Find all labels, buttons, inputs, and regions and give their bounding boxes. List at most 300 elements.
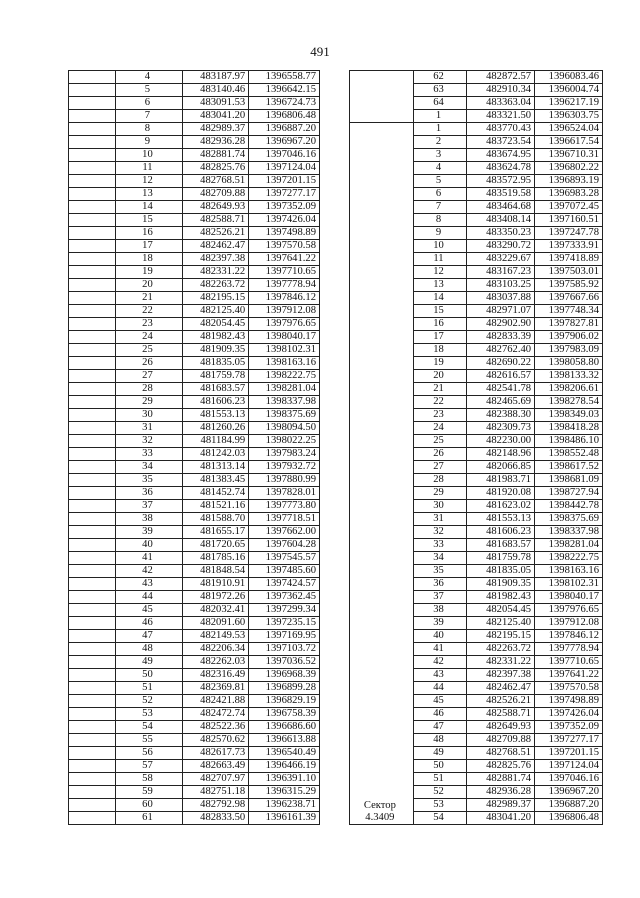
y-coordinate-cell: 1398337.98 (535, 526, 603, 539)
y-coordinate-cell: 1396899.28 (249, 682, 320, 695)
point-number-cell: 1 (413, 110, 466, 123)
y-coordinate-cell: 1397778.94 (249, 279, 320, 292)
y-coordinate-cell: 1398058.80 (535, 357, 603, 370)
sector-label: Сектор (363, 800, 396, 811)
sector-cell (69, 149, 116, 162)
x-coordinate-cell: 481909.35 (182, 344, 249, 357)
y-coordinate-cell: 1397277.17 (249, 188, 320, 201)
x-coordinate-cell: 483290.72 (467, 240, 535, 253)
x-coordinate-cell: 481521.16 (182, 500, 249, 513)
sector-cell (69, 292, 116, 305)
y-coordinate-cell: 1398222.75 (535, 552, 603, 565)
point-number-cell: 33 (116, 448, 183, 461)
sector-cell (69, 474, 116, 487)
sector-cell (69, 734, 116, 747)
x-coordinate-cell: 482833.39 (467, 331, 535, 344)
sector-cell (69, 656, 116, 669)
x-coordinate-cell: 482421.88 (182, 695, 249, 708)
sector-cell (69, 331, 116, 344)
y-coordinate-cell: 1397912.08 (535, 617, 603, 630)
y-coordinate-cell: 1397718.51 (249, 513, 320, 526)
x-coordinate-cell: 481606.23 (182, 396, 249, 409)
y-coordinate-cell: 1397036.52 (249, 656, 320, 669)
point-number-cell: 6 (413, 188, 466, 201)
point-number-cell: 21 (413, 383, 466, 396)
y-coordinate-cell: 1397046.16 (535, 773, 603, 786)
x-coordinate-cell: 482397.38 (467, 669, 535, 682)
sector-cell (69, 552, 116, 565)
y-coordinate-cell: 1398163.16 (249, 357, 320, 370)
point-number-cell: 12 (116, 175, 183, 188)
table-row (69, 617, 320, 630)
sector-cell (69, 565, 116, 578)
point-number-cell: 21 (116, 292, 183, 305)
y-coordinate-cell: 1396968.39 (249, 669, 320, 682)
sector-cell (69, 773, 116, 786)
table-row (69, 201, 320, 214)
y-coordinate-cell: 1397983.09 (535, 344, 603, 357)
point-number-cell: 6 (116, 97, 183, 110)
point-number-cell: 24 (413, 422, 466, 435)
point-number-cell: 17 (116, 240, 183, 253)
point-number-cell: 39 (413, 617, 466, 630)
table-row (69, 383, 320, 396)
point-number-cell: 63 (413, 84, 466, 97)
y-coordinate-cell: 1396710.31 (535, 149, 603, 162)
x-coordinate-cell: 482331.22 (467, 656, 535, 669)
sector-cell (69, 448, 116, 461)
x-coordinate-cell: 482263.72 (182, 279, 249, 292)
x-coordinate-cell: 483770.43 (467, 123, 535, 136)
y-coordinate-cell: 1396524.04 (535, 123, 603, 136)
x-coordinate-cell: 481553.13 (182, 409, 249, 422)
table-row (69, 786, 320, 799)
y-coordinate-cell: 1397976.65 (249, 318, 320, 331)
point-number-cell: 38 (116, 513, 183, 526)
table-row (69, 773, 320, 786)
y-coordinate-cell: 1398102.31 (249, 344, 320, 357)
table-row (69, 357, 320, 370)
x-coordinate-cell: 483041.20 (182, 110, 249, 123)
y-coordinate-cell: 1398040.17 (535, 591, 603, 604)
x-coordinate-cell: 482649.93 (182, 201, 249, 214)
y-coordinate-cell: 1398133.32 (535, 370, 603, 383)
y-coordinate-cell: 1397545.57 (249, 552, 320, 565)
x-coordinate-cell: 482768.51 (182, 175, 249, 188)
y-coordinate-cell: 1397846.12 (535, 630, 603, 643)
point-number-cell: 36 (116, 487, 183, 500)
y-coordinate-cell: 1397906.02 (535, 331, 603, 344)
point-number-cell: 1 (413, 123, 466, 136)
point-number-cell: 29 (116, 396, 183, 409)
y-coordinate-cell: 1398681.09 (535, 474, 603, 487)
y-coordinate-cell: 1398102.31 (535, 578, 603, 591)
point-number-cell: 16 (413, 318, 466, 331)
x-coordinate-cell: 482936.28 (182, 136, 249, 149)
table-row (69, 669, 320, 682)
y-coordinate-cell: 1397498.89 (249, 227, 320, 240)
table-row (69, 279, 320, 292)
point-number-cell: 23 (116, 318, 183, 331)
table-row (69, 331, 320, 344)
point-number-cell: 54 (413, 812, 466, 825)
x-coordinate-cell: 481785.16 (182, 552, 249, 565)
sector-cell (69, 461, 116, 474)
y-coordinate-cell: 1396315.29 (249, 786, 320, 799)
table-row (69, 474, 320, 487)
point-number-cell: 4 (413, 162, 466, 175)
y-coordinate-cell: 1396083.46 (535, 71, 603, 84)
table-row (69, 84, 320, 97)
table-row (69, 292, 320, 305)
x-coordinate-cell: 482230.00 (467, 435, 535, 448)
x-coordinate-cell: 482709.88 (182, 188, 249, 201)
y-coordinate-cell: 1397604.28 (249, 539, 320, 552)
y-coordinate-cell: 1396217.19 (535, 97, 603, 110)
x-coordinate-cell: 482881.74 (467, 773, 535, 786)
point-number-cell: 20 (413, 370, 466, 383)
sector-cell (69, 487, 116, 500)
x-coordinate-cell: 482690.22 (467, 357, 535, 370)
table-row (350, 123, 603, 136)
point-number-cell: 42 (413, 656, 466, 669)
x-coordinate-cell: 481588.70 (182, 513, 249, 526)
sector-cell (69, 162, 116, 175)
point-number-cell: 15 (116, 214, 183, 227)
y-coordinate-cell: 1397880.99 (249, 474, 320, 487)
table-row (69, 695, 320, 708)
y-coordinate-cell: 1397352.09 (535, 721, 603, 734)
point-number-cell: 25 (413, 435, 466, 448)
x-coordinate-cell: 481260.26 (182, 422, 249, 435)
point-number-cell: 55 (116, 734, 183, 747)
y-coordinate-cell: 1397641.22 (249, 253, 320, 266)
point-number-cell: 5 (413, 175, 466, 188)
x-coordinate-cell: 482032.41 (182, 604, 249, 617)
y-coordinate-cell: 1397828.01 (249, 487, 320, 500)
point-number-cell: 5 (116, 84, 183, 97)
point-number-cell: 48 (413, 734, 466, 747)
sector-cell (69, 240, 116, 253)
y-coordinate-cell: 1398281.04 (535, 539, 603, 552)
sector-cell (69, 604, 116, 617)
sector-cell (69, 383, 116, 396)
point-number-cell: 40 (116, 539, 183, 552)
y-coordinate-cell: 1396967.20 (249, 136, 320, 149)
y-coordinate-cell: 1397277.17 (535, 734, 603, 747)
x-coordinate-cell: 482462.47 (467, 682, 535, 695)
x-coordinate-cell: 482541.78 (467, 383, 535, 396)
y-coordinate-cell: 1397983.24 (249, 448, 320, 461)
point-number-cell: 31 (116, 422, 183, 435)
point-number-cell: 18 (413, 344, 466, 357)
point-number-cell: 25 (116, 344, 183, 357)
y-coordinate-cell: 1397426.04 (249, 214, 320, 227)
table-row (350, 71, 603, 84)
point-number-cell: 22 (413, 396, 466, 409)
table-row (69, 175, 320, 188)
sector-cell (69, 747, 116, 760)
point-number-cell: 14 (116, 201, 183, 214)
sector-cell (69, 227, 116, 240)
x-coordinate-cell: 482663.49 (182, 760, 249, 773)
table-row (69, 110, 320, 123)
y-coordinate-cell: 1397570.58 (535, 682, 603, 695)
table-row (69, 97, 320, 110)
sector-cell (69, 305, 116, 318)
y-coordinate-cell: 1396004.74 (535, 84, 603, 97)
y-coordinate-cell: 1398552.48 (535, 448, 603, 461)
point-number-cell: 53 (413, 799, 466, 812)
x-coordinate-cell: 481910.91 (182, 578, 249, 591)
y-coordinate-cell: 1397912.08 (249, 305, 320, 318)
point-number-cell: 60 (116, 799, 183, 812)
x-coordinate-cell: 482617.73 (182, 747, 249, 760)
sector-cell (69, 435, 116, 448)
x-coordinate-cell: 483572.95 (467, 175, 535, 188)
x-coordinate-cell: 481655.17 (182, 526, 249, 539)
x-coordinate-cell: 483103.25 (467, 279, 535, 292)
sector-cell (69, 786, 116, 799)
sector-cell (69, 396, 116, 409)
x-coordinate-cell: 483229.67 (467, 253, 535, 266)
x-coordinate-cell: 482825.76 (467, 760, 535, 773)
x-coordinate-cell: 483408.14 (467, 214, 535, 227)
point-number-cell: 62 (413, 71, 466, 84)
table-row (69, 123, 320, 136)
table-row (69, 721, 320, 734)
x-coordinate-cell: 483519.58 (467, 188, 535, 201)
table-row (69, 591, 320, 604)
point-number-cell: 20 (116, 279, 183, 292)
sector-cell (69, 318, 116, 331)
sector-cell (69, 123, 116, 136)
x-coordinate-cell: 482206.34 (182, 643, 249, 656)
x-coordinate-cell: 482902.90 (467, 318, 535, 331)
y-coordinate-cell: 1396802.22 (535, 162, 603, 175)
y-coordinate-cell: 1397362.45 (249, 591, 320, 604)
point-number-cell: 54 (116, 721, 183, 734)
table-row (69, 812, 320, 825)
y-coordinate-cell: 1397169.95 (249, 630, 320, 643)
sector-cell (69, 357, 116, 370)
y-coordinate-cell: 1397352.09 (249, 201, 320, 214)
point-number-cell: 19 (413, 357, 466, 370)
point-number-cell: 10 (413, 240, 466, 253)
y-coordinate-cell: 1396893.19 (535, 175, 603, 188)
sector-cell (69, 513, 116, 526)
point-number-cell: 32 (116, 435, 183, 448)
x-coordinate-cell: 481835.05 (467, 565, 535, 578)
sector-cell (69, 344, 116, 357)
sector-cell (69, 799, 116, 812)
point-number-cell: 9 (116, 136, 183, 149)
y-coordinate-cell: 1397846.12 (249, 292, 320, 305)
y-coordinate-cell: 1397072.45 (535, 201, 603, 214)
point-number-cell: 37 (413, 591, 466, 604)
table-row (69, 630, 320, 643)
table-row (69, 266, 320, 279)
y-coordinate-cell: 1398206.61 (535, 383, 603, 396)
y-coordinate-cell: 1398040.17 (249, 331, 320, 344)
x-coordinate-cell: 481242.03 (182, 448, 249, 461)
y-coordinate-cell: 1397333.91 (535, 240, 603, 253)
point-number-cell: 45 (116, 604, 183, 617)
x-coordinate-cell: 481452.74 (182, 487, 249, 500)
point-number-cell: 8 (413, 214, 466, 227)
x-coordinate-cell: 482054.45 (467, 604, 535, 617)
point-number-cell: 40 (413, 630, 466, 643)
point-number-cell: 36 (413, 578, 466, 591)
y-coordinate-cell: 1396466.19 (249, 760, 320, 773)
x-coordinate-cell: 481683.57 (182, 383, 249, 396)
point-number-cell: 33 (413, 539, 466, 552)
x-coordinate-cell: 481553.13 (467, 513, 535, 526)
sector-cell (69, 578, 116, 591)
table-row (69, 448, 320, 461)
point-number-cell: 57 (116, 760, 183, 773)
x-coordinate-cell: 483363.04 (467, 97, 535, 110)
y-coordinate-cell: 1398442.78 (535, 500, 603, 513)
sector-cell (69, 539, 116, 552)
point-number-cell: 39 (116, 526, 183, 539)
point-number-cell: 10 (116, 149, 183, 162)
sector-cell (69, 201, 116, 214)
sector-cell (69, 669, 116, 682)
point-number-cell: 46 (413, 708, 466, 721)
y-coordinate-cell: 1396161.39 (249, 812, 320, 825)
table-row (69, 513, 320, 526)
point-number-cell: 64 (413, 97, 466, 110)
y-coordinate-cell: 1397424.57 (249, 578, 320, 591)
x-coordinate-cell: 482462.47 (182, 240, 249, 253)
x-coordinate-cell: 482148.96 (467, 448, 535, 461)
x-coordinate-cell: 482195.15 (467, 630, 535, 643)
y-coordinate-cell: 1397103.72 (249, 643, 320, 656)
y-coordinate-cell: 1398375.69 (535, 513, 603, 526)
x-coordinate-cell: 482936.28 (467, 786, 535, 799)
x-coordinate-cell: 481720.65 (182, 539, 249, 552)
point-number-cell: 22 (116, 305, 183, 318)
y-coordinate-cell: 1397235.15 (249, 617, 320, 630)
point-number-cell: 50 (413, 760, 466, 773)
x-coordinate-cell: 481313.14 (182, 461, 249, 474)
x-coordinate-cell: 481759.78 (467, 552, 535, 565)
sector-cell (69, 617, 116, 630)
point-number-cell: 32 (413, 526, 466, 539)
sector-cell (69, 253, 116, 266)
table-row (69, 682, 320, 695)
x-coordinate-cell: 483321.50 (467, 110, 535, 123)
x-coordinate-cell: 482066.85 (467, 461, 535, 474)
point-number-cell: 45 (413, 695, 466, 708)
x-coordinate-cell: 483723.54 (467, 136, 535, 149)
point-number-cell: 26 (116, 357, 183, 370)
x-coordinate-cell: 482762.40 (467, 344, 535, 357)
point-number-cell: 48 (116, 643, 183, 656)
table-row (69, 305, 320, 318)
sector-cell (69, 136, 116, 149)
x-coordinate-cell: 481972.26 (182, 591, 249, 604)
x-coordinate-cell: 481759.78 (182, 370, 249, 383)
point-number-cell: 61 (116, 812, 183, 825)
point-number-cell: 13 (413, 279, 466, 292)
y-coordinate-cell: 1396806.48 (535, 812, 603, 825)
y-coordinate-cell: 1397827.81 (535, 318, 603, 331)
sector-cell (69, 279, 116, 292)
table-row (69, 71, 320, 84)
sector-cell (69, 695, 116, 708)
y-coordinate-cell: 1398418.28 (535, 422, 603, 435)
table-row (69, 708, 320, 721)
x-coordinate-cell: 481623.02 (467, 500, 535, 513)
y-coordinate-cell: 1396391.10 (249, 773, 320, 786)
y-coordinate-cell: 1396613.88 (249, 734, 320, 747)
y-coordinate-cell: 1396686.60 (249, 721, 320, 734)
x-coordinate-cell: 482262.03 (182, 656, 249, 669)
point-number-cell: 47 (413, 721, 466, 734)
x-coordinate-cell: 481683.57 (467, 539, 535, 552)
point-number-cell: 44 (116, 591, 183, 604)
x-coordinate-cell: 482792.98 (182, 799, 249, 812)
y-coordinate-cell: 1398337.98 (249, 396, 320, 409)
x-coordinate-cell: 482526.21 (182, 227, 249, 240)
x-coordinate-cell: 481982.43 (182, 331, 249, 344)
x-coordinate-cell: 482331.22 (182, 266, 249, 279)
sector-cell (69, 188, 116, 201)
y-coordinate-cell: 1396558.77 (249, 71, 320, 84)
y-coordinate-cell: 1397247.78 (535, 227, 603, 240)
point-number-cell: 7 (116, 110, 183, 123)
y-coordinate-cell: 1397418.89 (535, 253, 603, 266)
y-coordinate-cell: 1398349.03 (535, 409, 603, 422)
point-number-cell: 28 (413, 474, 466, 487)
y-coordinate-cell: 1397124.04 (535, 760, 603, 773)
sector-cell (69, 175, 116, 188)
table-row (69, 643, 320, 656)
y-coordinate-cell: 1396829.19 (249, 695, 320, 708)
table-row (69, 396, 320, 409)
point-number-cell: 41 (413, 643, 466, 656)
sector-label-cell (350, 123, 414, 825)
x-coordinate-cell: 482526.21 (467, 695, 535, 708)
y-coordinate-cell: 1397124.04 (249, 162, 320, 175)
y-coordinate-cell: 1397710.65 (249, 266, 320, 279)
x-coordinate-cell: 482872.57 (467, 71, 535, 84)
table-row (69, 422, 320, 435)
table-row (69, 162, 320, 175)
point-number-cell: 15 (413, 305, 466, 318)
point-number-cell: 26 (413, 448, 466, 461)
y-coordinate-cell: 1397773.80 (249, 500, 320, 513)
point-number-cell: 42 (116, 565, 183, 578)
x-coordinate-cell: 482989.37 (467, 799, 535, 812)
x-coordinate-cell: 481920.08 (467, 487, 535, 500)
x-coordinate-cell: 482881.74 (182, 149, 249, 162)
point-number-cell: 19 (116, 266, 183, 279)
point-number-cell: 50 (116, 669, 183, 682)
x-coordinate-cell: 483167.23 (467, 266, 535, 279)
point-number-cell: 16 (116, 227, 183, 240)
x-coordinate-cell: 482149.53 (182, 630, 249, 643)
y-coordinate-cell: 1398278.54 (535, 396, 603, 409)
point-number-cell: 59 (116, 786, 183, 799)
y-coordinate-cell: 1397662.00 (249, 526, 320, 539)
y-coordinate-cell: 1397046.16 (249, 149, 320, 162)
y-coordinate-cell: 1396983.28 (535, 188, 603, 201)
table-row (69, 565, 320, 578)
x-coordinate-cell: 482616.57 (467, 370, 535, 383)
